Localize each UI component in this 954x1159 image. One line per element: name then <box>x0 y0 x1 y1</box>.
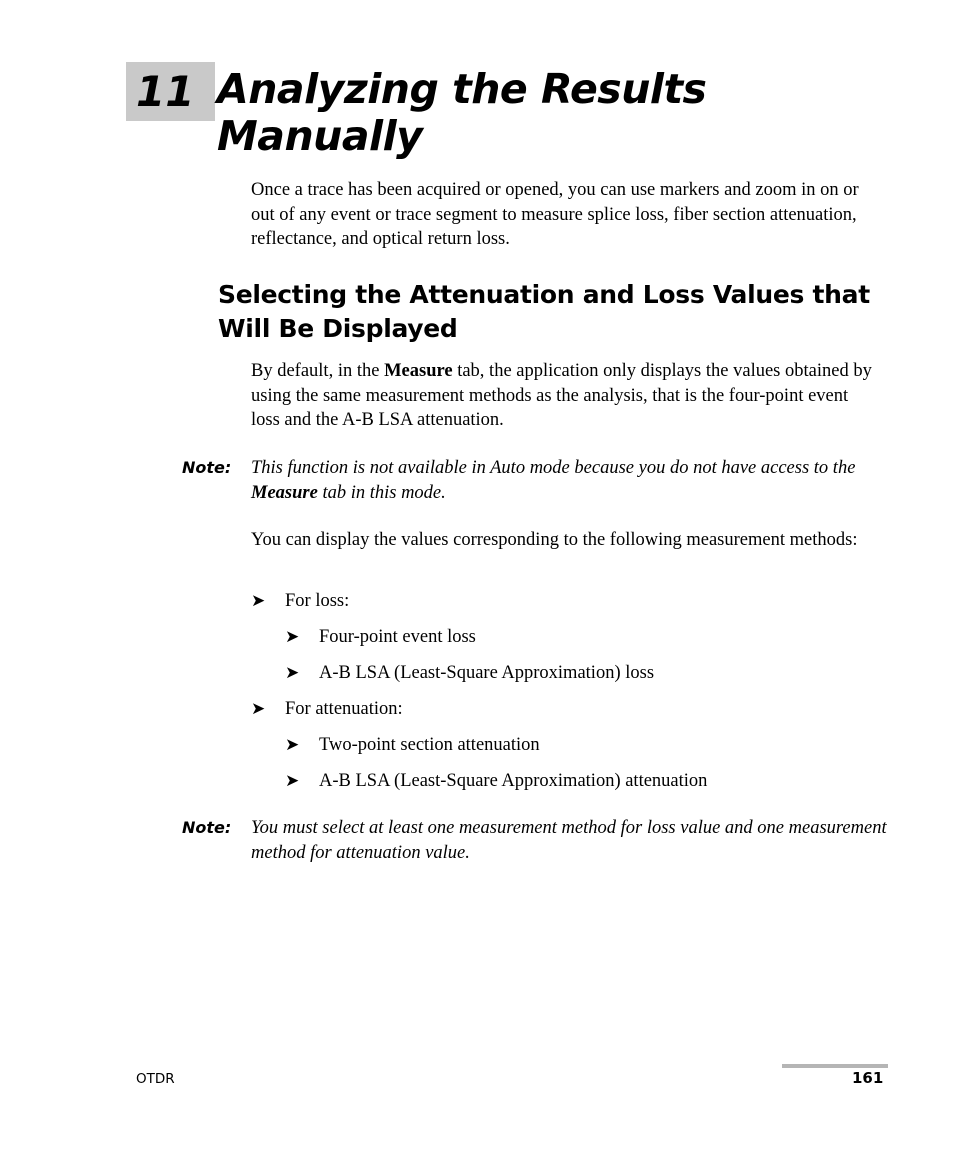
methods-paragraph: You can display the values corresponding to the following measurement methods: <box>251 530 858 550</box>
page-number: 161 <box>852 1069 884 1087</box>
chapter-number: 11 <box>136 67 195 116</box>
section-paragraph <box>251 359 881 433</box>
list-item-loss <box>251 589 349 613</box>
list-item-label: For loss: <box>285 591 350 611</box>
section-paragraph-start: By default, in the <box>251 361 385 381</box>
list-item-two-point <box>285 733 540 757</box>
section-title: Selecting the Attenuation and Loss Values that Will Be Displayed <box>218 280 870 343</box>
note-text <box>251 456 891 505</box>
arrow-bullet-icon: ➤ <box>285 663 300 683</box>
arrow-bullet-icon: ➤ <box>251 699 266 719</box>
note-text-start: This function is not available in Auto mode because you do not have access to the <box>251 458 856 478</box>
list-item-attenuation <box>251 697 403 721</box>
note-label: Note: <box>182 818 232 837</box>
list-item-label: A-B LSA (Least-Square Approximation) attenuation <box>319 771 708 791</box>
list-item-four-point <box>285 625 476 649</box>
chapter-title-line2: Manually <box>217 112 423 160</box>
section-paragraph-end: tab, the application only displays the values obtained by using the same measurement methods as the analysis, that is the four-point event loss and the A-B LSA attenuation. <box>251 361 872 430</box>
chapter-title <box>217 66 857 160</box>
footer-rule <box>782 1064 888 1068</box>
list-item-label: For attenuation: <box>285 699 403 719</box>
footer-product-name: OTDR <box>136 1071 175 1087</box>
list-item-label: Two-point section attenuation <box>319 735 540 755</box>
arrow-bullet-icon: ➤ <box>285 627 300 647</box>
arrow-bullet-icon: ➤ <box>285 771 300 791</box>
note-measure-ref: Measure <box>251 482 318 503</box>
intro-paragraph: Once a trace has been acquired or opened, you can use markers and zoom in on or out of any event or trace segment to measure splice loss, fiber section attenuation, reflectance, and optical return loss. <box>251 180 859 249</box>
note-text: You must select at least one measurement method for loss value and one measurement method for attenuation value. <box>251 818 887 863</box>
note-label: Note: <box>182 458 232 477</box>
arrow-bullet-icon: ➤ <box>285 735 300 755</box>
note-text-end: tab in this mode. <box>317 482 446 503</box>
arrow-bullet-icon: ➤ <box>251 591 266 611</box>
measure-tab-ref: Measure <box>384 361 453 381</box>
list-item-label: A-B LSA (Least-Square Approximation) loss <box>319 663 655 683</box>
chapter-title-line1: Analyzing the Results <box>217 65 707 113</box>
list-item-lsa-loss <box>285 661 654 685</box>
list-item-label: Four-point event loss <box>319 627 476 647</box>
list-item-lsa-attenuation <box>285 769 707 793</box>
